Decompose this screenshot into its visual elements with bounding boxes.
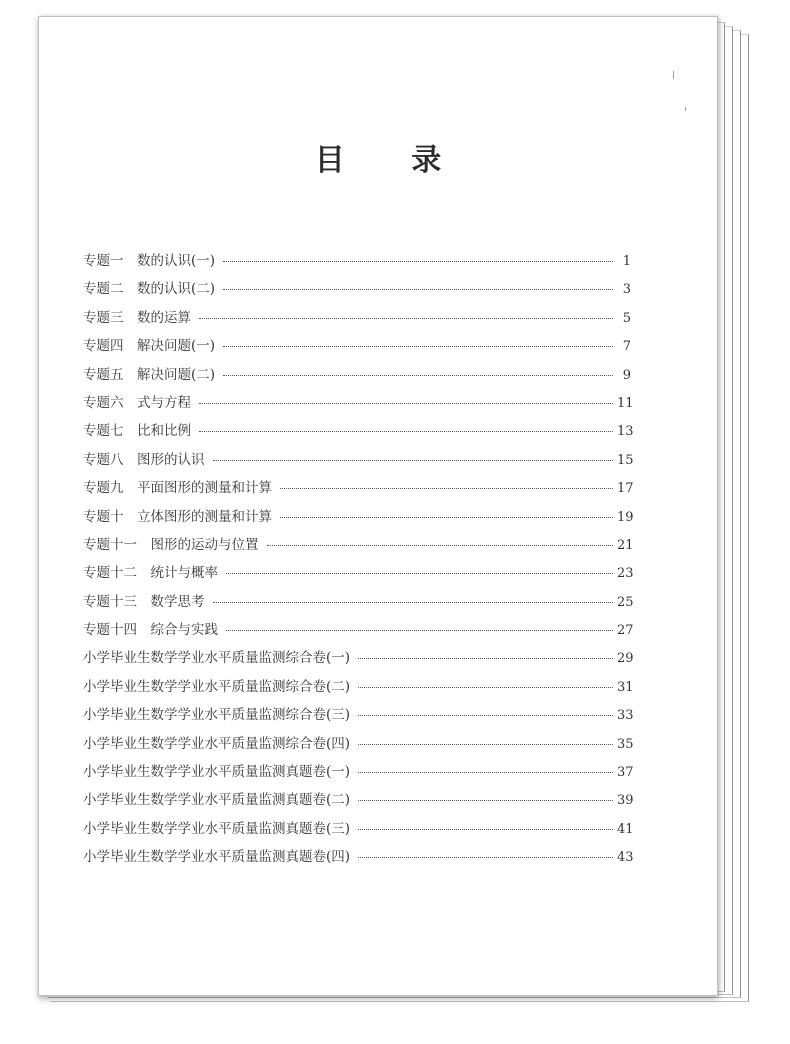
toc-entry-page-number: 21 (617, 537, 634, 553)
toc-entry-page-number: 41 (617, 821, 634, 837)
toc-entry-label: 小学毕业生数学学业水平质量监测真题卷(二) (83, 792, 351, 809)
toc-entry-label: 专题十一 图形的运动与位置 (83, 536, 259, 553)
toc-entry-page-number: 35 (617, 736, 634, 752)
book-page (38, 16, 718, 996)
toc-entry (83, 249, 631, 277)
toc-leader-dots (358, 772, 613, 773)
print-mark (673, 71, 674, 79)
toc-leader-dots (280, 488, 613, 489)
print-mark (685, 107, 686, 111)
toc-entry-label: 专题九 平面图形的测量和计算 (83, 480, 272, 497)
toc-leader-dots (223, 289, 613, 290)
toc-entry (83, 419, 634, 447)
toc-leader-dots (358, 687, 613, 688)
toc-entry-label: 小学毕业生数学学业水平质量监测真题卷(三) (83, 820, 351, 837)
toc-entry-page-number: 15 (617, 452, 634, 468)
toc-leader-dots (223, 375, 613, 376)
toc-entry-page-number: 27 (617, 623, 634, 639)
toc-leader-dots (199, 403, 613, 404)
toc-entry-page-number: 25 (617, 594, 634, 610)
toc-entry-label: 专题五 解决问题(二) (83, 366, 216, 383)
toc-leader-dots (280, 517, 613, 518)
toc-entry-page-number: 29 (617, 651, 634, 667)
toc-leader-dots (226, 573, 613, 574)
toc-entry (83, 646, 634, 674)
toc-entry (83, 590, 634, 618)
toc-entry-page-number: 23 (617, 566, 634, 582)
toc-entry (83, 277, 631, 305)
toc-entry-label: 专题七 比和比例 (83, 423, 191, 440)
toc-entry-page-number: 9 (622, 367, 631, 383)
toc-entry-label: 专题十三 数学思考 (83, 593, 205, 610)
toc-leader-dots (358, 800, 613, 801)
toc-entry-label: 专题一 数的认识(一) (83, 253, 216, 269)
toc-entry-page-number: 31 (617, 679, 634, 695)
toc-entry-label: 专题十四 综合与实践 (83, 622, 218, 639)
toc-entry (83, 476, 634, 504)
table-of-contents (83, 249, 634, 874)
toc-entry (83, 732, 634, 760)
toc-entry-label: 专题二 数的认识(二) (83, 281, 216, 298)
toc-leader-dots (358, 744, 613, 745)
toc-leader-dots (199, 318, 613, 319)
toc-entry-page-number: 1 (622, 254, 631, 269)
toc-entry-page-number: 11 (617, 395, 634, 411)
toc-leader-dots (226, 630, 613, 631)
toc-leader-dots (358, 658, 613, 659)
toc-leader-dots (358, 857, 613, 858)
toc-entry-label: 专题四 解决问题(一) (83, 338, 216, 355)
toc-entry-label: 小学毕业生数学学业水平质量监测真题卷(一) (83, 764, 351, 781)
toc-entry (83, 817, 634, 845)
toc-entry-page-number: 7 (622, 339, 631, 355)
toc-leader-dots (358, 829, 613, 830)
toc-entry (83, 788, 634, 816)
toc-entry-label: 专题八 图形的认识 (83, 451, 205, 468)
toc-leader-dots (223, 346, 613, 347)
toc-entry-page-number: 13 (617, 424, 634, 440)
toc-entry (83, 760, 634, 788)
toc-entry-page-number: 37 (617, 765, 634, 781)
toc-entry (83, 703, 634, 731)
toc-leader-dots (267, 545, 614, 546)
toc-entry (83, 306, 631, 334)
toc-entry (83, 448, 634, 476)
toc-entry-label: 专题三 数的运算 (83, 309, 191, 326)
toc-entry (83, 845, 634, 873)
toc-leader-dots (223, 261, 613, 262)
toc-entry (83, 334, 631, 362)
toc-entry-label: 小学毕业生数学学业水平质量监测综合卷(二) (83, 678, 351, 695)
toc-entry (83, 391, 634, 419)
toc-leader-dots (213, 602, 614, 603)
toc-entry-label: 小学毕业生数学学业水平质量监测综合卷(四) (83, 735, 351, 752)
toc-entry-page-number: 5 (622, 310, 631, 326)
toc-entry-page-number: 17 (617, 481, 634, 497)
toc-entry-label: 专题十 立体图形的测量和计算 (83, 508, 272, 525)
toc-entry-label: 小学毕业生数学学业水平质量监测综合卷(一) (83, 650, 351, 667)
toc-entry (83, 363, 631, 391)
toc-entry (83, 533, 634, 561)
toc-entry-page-number: 39 (617, 793, 634, 809)
toc-entry-label: 小学毕业生数学学业水平质量监测真题卷(四) (83, 849, 351, 866)
toc-leader-dots (358, 715, 613, 716)
toc-entry (83, 561, 634, 589)
toc-entry (83, 618, 634, 646)
toc-leader-dots (199, 431, 613, 432)
toc-leader-dots (213, 460, 614, 461)
toc-entry-label: 专题十二 统计与概率 (83, 565, 218, 582)
toc-entry (83, 675, 634, 703)
toc-entry-label: 专题六 式与方程 (83, 394, 191, 411)
page-title: 目 录 (314, 143, 470, 178)
toc-entry-page-number: 3 (622, 282, 631, 298)
toc-entry (83, 505, 634, 533)
toc-entry-page-number: 33 (617, 708, 634, 724)
toc-entry-label: 小学毕业生数学学业水平质量监测综合卷(三) (83, 707, 351, 724)
toc-entry-page-number: 19 (617, 509, 634, 525)
toc-entry-page-number: 43 (617, 850, 634, 866)
